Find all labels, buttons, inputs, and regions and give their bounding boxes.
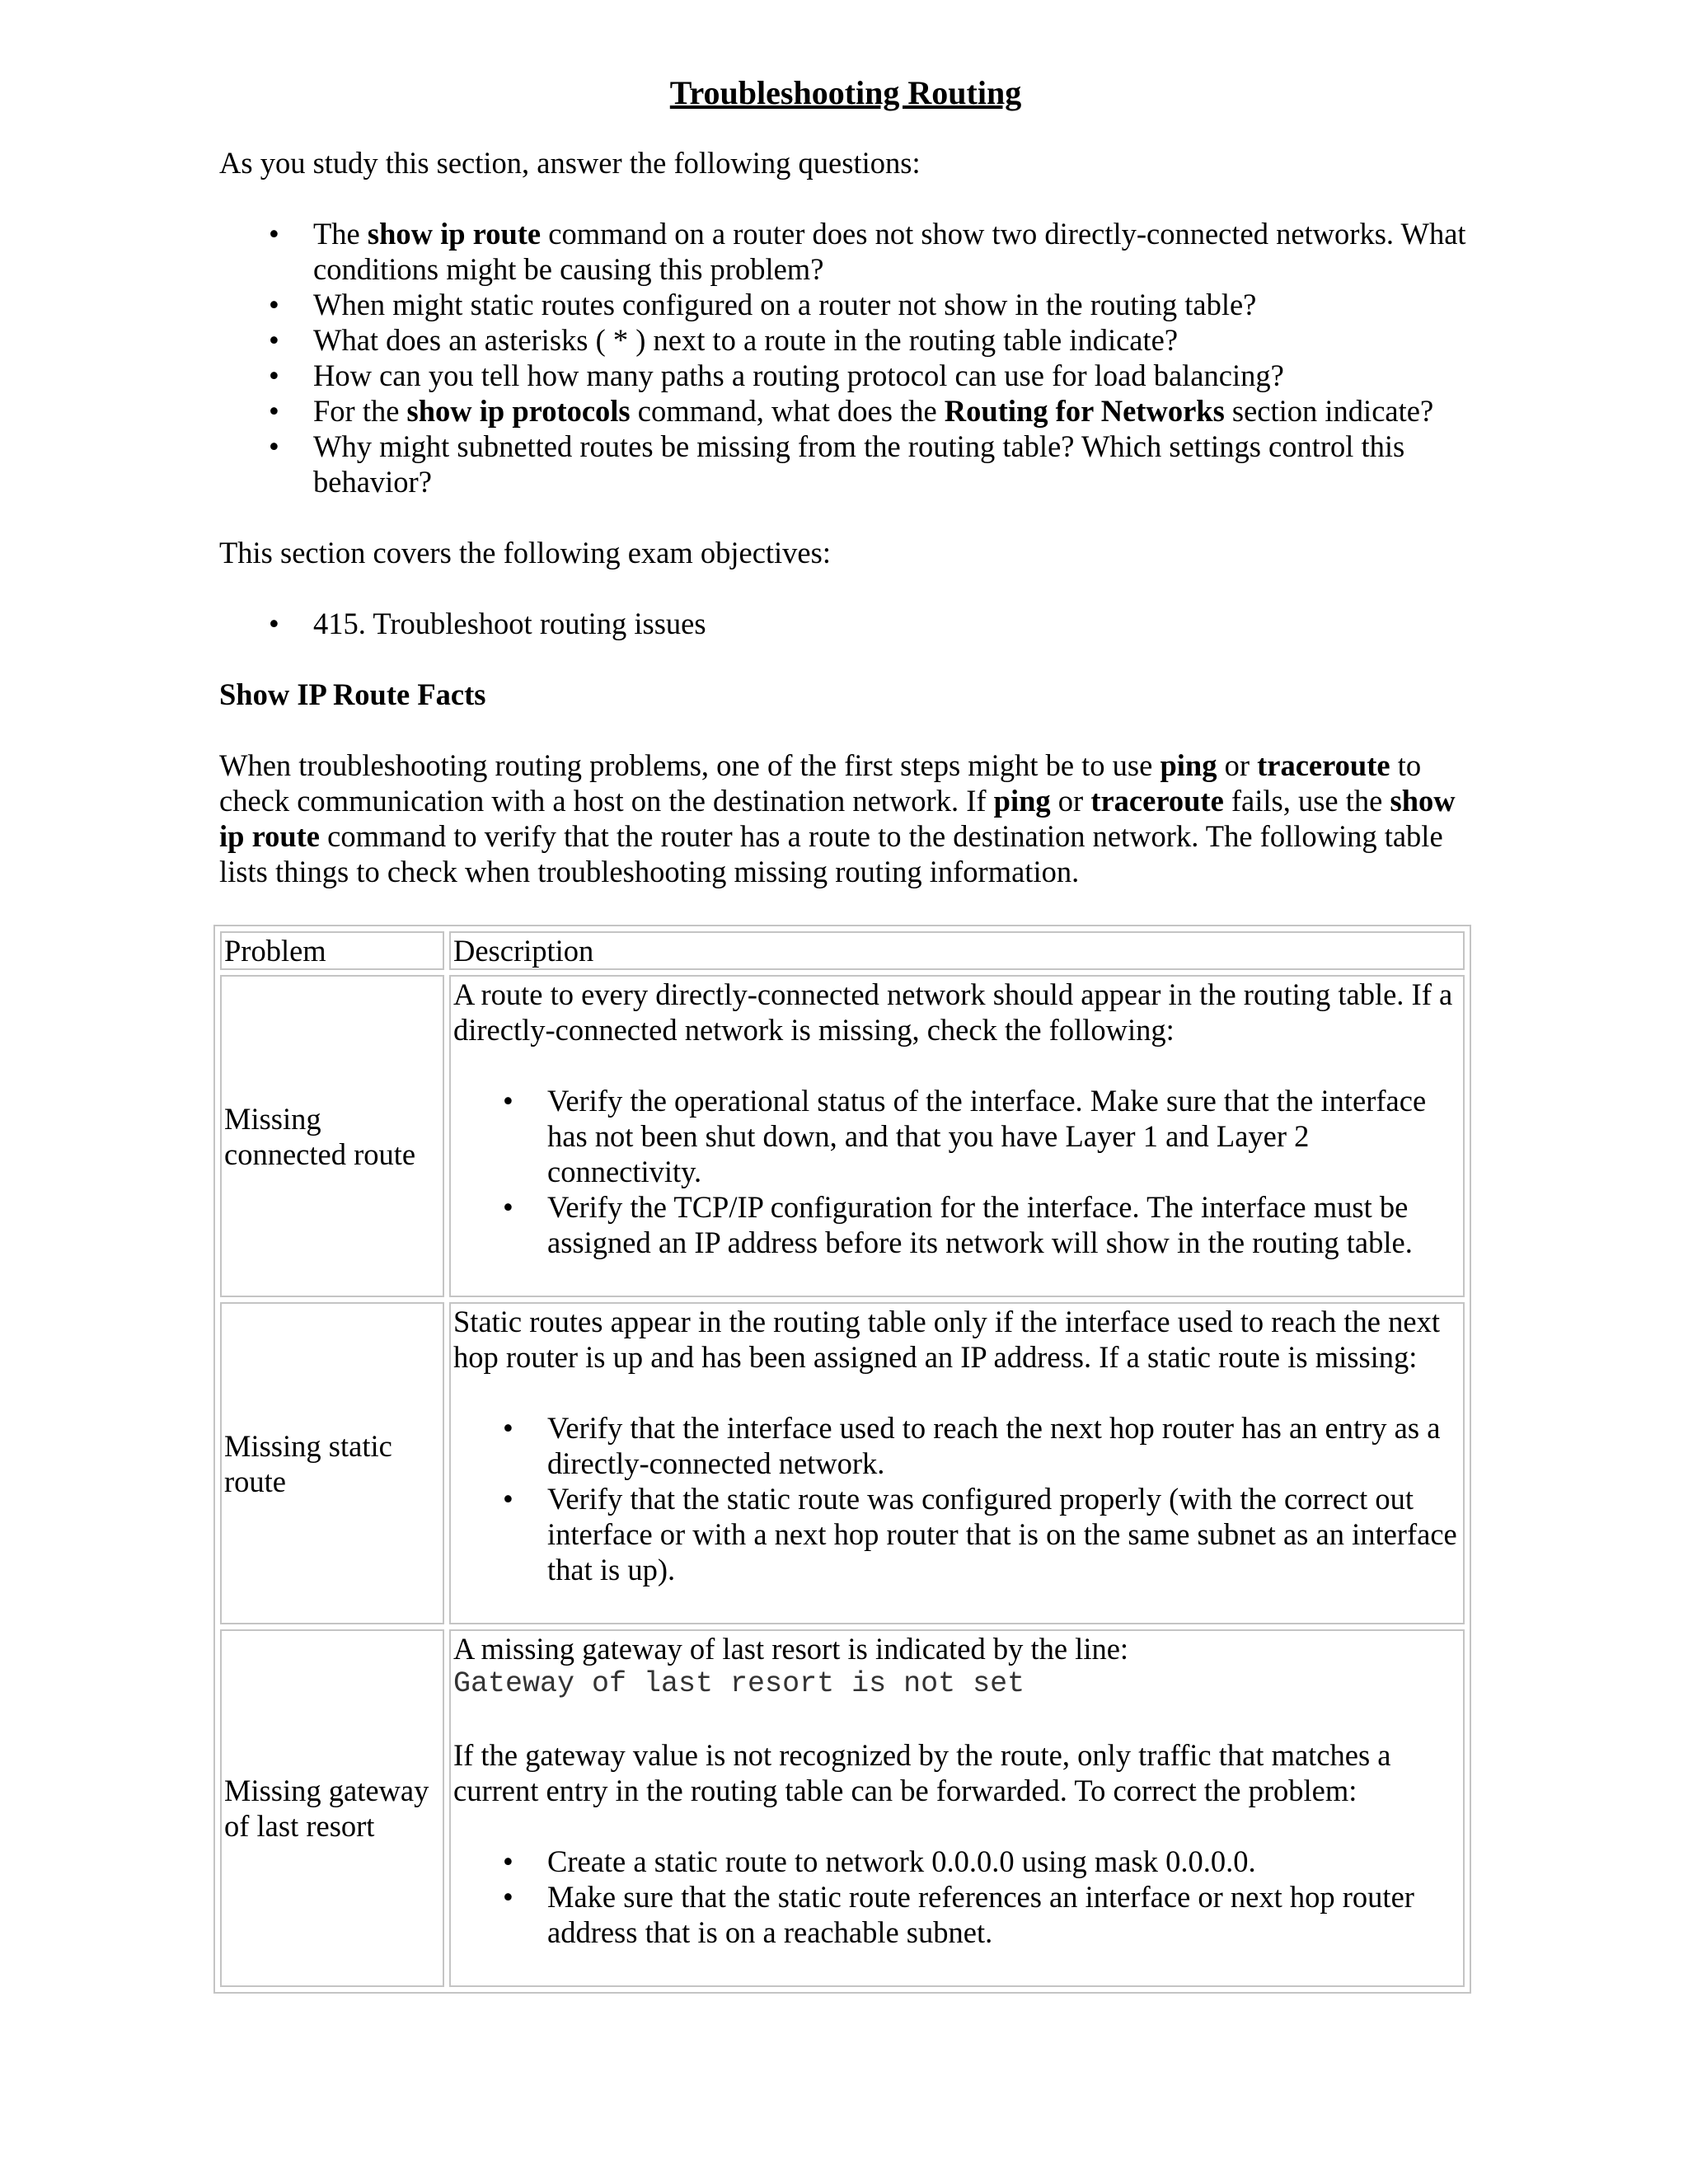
table-row bbox=[220, 975, 1465, 1297]
check-list bbox=[453, 1410, 1461, 1587]
description-cell: A missing gateway of last resort is indicated by the line: Gateway of last resort is not set If the gateway value is not recognized by the route, only traffic that matches a current entry in the routing table can be forwarded. To correct the problem: • Create a static route to network 0.0.0.0 using mask 0.0.0.0. • Make sure that the static route references an interface or next hop router address that is on a reachable subnet. bbox=[449, 1629, 1465, 1987]
list-item: • Verify the operational status of the interface. Make sure that the interface has not been shut down, and that you have Layer 1 and Layer 2 connectivity. bbox=[547, 1083, 1461, 1189]
problem-cell: Missing connected route bbox=[220, 975, 444, 1297]
troubleshooting-table bbox=[213, 925, 1471, 1994]
objectives-intro: This section covers the following exam objectives: bbox=[219, 536, 831, 569]
table-row bbox=[220, 1302, 1465, 1624]
list-item: • Verify that the interface used to reach the next hop router has an entry as a directly-connected network. bbox=[547, 1410, 1461, 1481]
objective-item: • 415. Troubleshoot routing issues bbox=[313, 606, 1472, 641]
section-heading: Show IP Route Facts bbox=[219, 677, 486, 711]
objectives-list bbox=[219, 606, 1472, 641]
intro-text: As you study this section, answer the following questions: bbox=[219, 146, 921, 180]
section-name-text: Routing for Networks bbox=[944, 394, 1225, 428]
facts-paragraph: When troubleshooting routing problems, one of the first steps might be to use ping or traceroute to check communication with a host on the destination network. If ping or traceroute fails, use the show ip route command to verify that the router has a route to the destination network. The following table lists things to check when troubleshooting missing routing information. bbox=[219, 748, 1456, 888]
command-text: show ip route bbox=[367, 217, 542, 251]
question-item: • When might static routes configured on a router not show in the routing table? bbox=[313, 287, 1472, 322]
problem-cell: Missing static route bbox=[220, 1302, 444, 1624]
question-item: • The show ip route command on a router does not show two directly-connected networks. What conditions might be causing this problem? bbox=[313, 216, 1472, 287]
list-item: • Verify the TCP/IP configuration for the interface. The interface must be assigned an IP address before its network will show in the routing table. bbox=[547, 1189, 1461, 1260]
header-problem: Problem bbox=[220, 931, 444, 970]
problem-cell: Missing gateway of last resort bbox=[220, 1629, 444, 1987]
question-item: • What does an asterisks ( * ) next to a route in the routing table indicate? bbox=[313, 322, 1472, 358]
list-item: • Verify that the static route was configured properly (with the correct out interface or with a next hop router that is on the same subnet as an interface that is up). bbox=[547, 1481, 1461, 1587]
document-page bbox=[219, 73, 1472, 1994]
question-item: • Why might subnetted routes be missing from the routing table? Which settings control this behavior? bbox=[313, 429, 1472, 499]
description-cell: A route to every directly-connected network should appear in the routing table. If a directly-connected network is missing, check the following: • Verify the operational status of the interface. Make sure that the interface has not been shut down, and that you have Layer 1 and Layer 2 connectivity. • Verify the TCP/IP configuration for the interface. The interface must be assigned an IP address before its network will show in the routing table. bbox=[449, 975, 1465, 1297]
page-title: Troubleshooting Routing bbox=[669, 74, 1022, 111]
description-cell: Static routes appear in the routing table only if the interface used to reach the next hop router is up and has been assigned an IP address. If a static route is missing: • Verify that the interface used to reach the next hop router has an entry as a directly-connected network. • Verify that the static route was configured properly (with the correct out interface or with a next hop router that is on the same subnet as an interface that is up). bbox=[449, 1302, 1465, 1624]
header-description: Description bbox=[449, 931, 1465, 970]
check-list bbox=[453, 1844, 1461, 1950]
check-list bbox=[453, 1083, 1461, 1260]
list-item: • Create a static route to network 0.0.0.0 using mask 0.0.0.0. bbox=[547, 1844, 1461, 1879]
code-line: Gateway of last resort is not set bbox=[453, 1667, 1025, 1700]
list-item: • Make sure that the static route references an interface or next hop router address that is on a reachable subnet. bbox=[547, 1879, 1461, 1950]
question-item: • How can you tell how many paths a routing protocol can use for load balancing? bbox=[313, 358, 1472, 393]
table-header-row bbox=[220, 931, 1465, 970]
question-item: • For the show ip protocols command, what does the Routing for Networks section indicate? bbox=[313, 393, 1472, 429]
command-text: show ip protocols bbox=[406, 394, 631, 428]
question-list bbox=[219, 216, 1472, 499]
table-row bbox=[220, 1629, 1465, 1987]
